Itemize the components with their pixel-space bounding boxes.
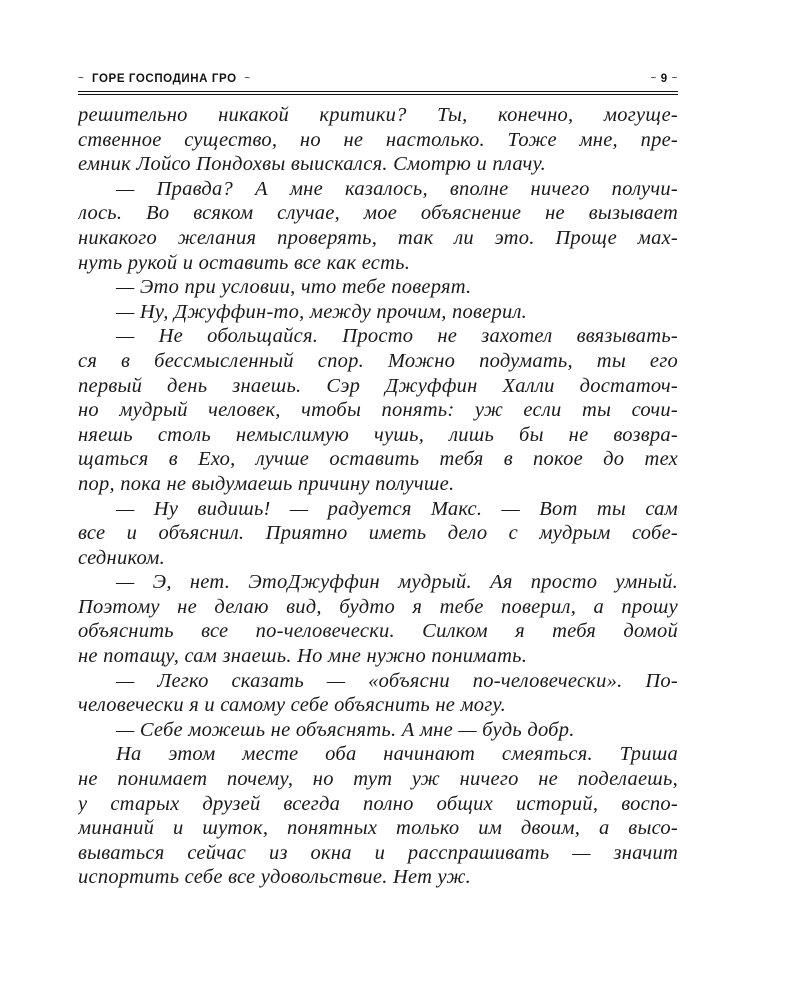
text-line: первый день знаешь. Сэр Джуффин Халли достаточ- xyxy=(78,374,678,397)
page-number: 9 xyxy=(660,73,668,85)
text-line: человечески я и самому себе объяснить не могу. xyxy=(78,694,506,717)
text-line: — Правда? А мне казалось, вполне ничего получи- xyxy=(116,177,678,200)
text-line: все и объяснил. Приятно иметь дело с мудрым собе- xyxy=(78,522,678,545)
running-head xyxy=(78,70,678,90)
text-line: решительно никакой критики? Ты, конечно, могуще- xyxy=(78,104,678,126)
ornament-right: ~ xyxy=(671,73,678,84)
text-line: — Ну, Джуффин-то, между прочим, поверил. xyxy=(116,300,528,323)
text-line: но мудрый человек, чтобы понять: уж если ты сочи- xyxy=(78,399,678,422)
header-rule-thin xyxy=(78,94,678,95)
body-text xyxy=(78,103,678,890)
text-line: не понимает почему, но тут уж ничего не поделаешь, xyxy=(78,768,678,791)
text-line: никакого желания проверять, так ли это. Проще мах- xyxy=(78,226,678,249)
text-line: пор, пока не выдумаешь причину получше. xyxy=(78,472,455,495)
running-title xyxy=(78,73,251,85)
book-title: ГОРЕ ГОСПОДИНА ГРО xyxy=(92,73,237,85)
text-line: емник Лойсо Пондохвы выискался. Смотрю и плачу. xyxy=(78,153,547,176)
text-line: — Э, нет. ЭтоДжуффин мудрый. Ая просто умный. xyxy=(116,571,678,594)
text-line: — Это при условии, что тебе поверят. xyxy=(116,276,472,299)
text-line: ственное существо, но не настолько. Тоже мне, пре- xyxy=(78,128,678,151)
text-line: няешь столь немыслимую чушь, лишь бы не возвра- xyxy=(78,423,678,446)
page-number-group xyxy=(651,73,679,85)
text-line: Поэтому не делаю вид, будто я тебе поверил, а прошу xyxy=(78,595,678,618)
text-line: — Себе можешь не объяснять. А мне — будь добр. xyxy=(116,718,575,741)
text-line: седником. xyxy=(78,546,165,569)
text-line: ся в бессмысленный спор. Можно подумать, ты его xyxy=(78,349,678,372)
text-line: — Легко сказать — «объясни по-человечески». По- xyxy=(116,669,678,692)
book-page xyxy=(78,70,678,890)
text-line: На этом месте оба начинают смеяться. Триша xyxy=(116,743,678,766)
text-line: — Ну видишь! — радуется Макс. — Вот ты сам xyxy=(116,497,678,520)
ornament-left: ~ xyxy=(78,73,85,84)
text-line: лось. Во всяком случае, мое объяснение не вызывает xyxy=(78,202,678,225)
text-line: у старых друзей всегда полно общих историй, воспо- xyxy=(78,792,678,815)
text-line: объяснить все по-человечески. Силком я тебя домой xyxy=(78,620,678,643)
text-line: минаний и шуток, понятных только им двоим, а высо- xyxy=(78,817,678,840)
text-line: нуть рукой и оставить все как есть. xyxy=(78,251,411,274)
text-line: — Не обольщайся. Просто не захотел ввязывать- xyxy=(116,325,678,348)
ornament-left: ~ xyxy=(650,73,657,84)
text-line: щаться в Ехо, лучше оставить тебя в покое до тех xyxy=(78,448,678,471)
text-line: вываться сейчас из окна и расспрашивать — значит xyxy=(78,841,678,864)
text-line: не потащу, сам знаешь. Но мне нужно понимать. xyxy=(78,645,528,668)
header-rule xyxy=(78,91,678,92)
ornament-right: ~ xyxy=(244,73,251,84)
text-line: испортить себе все удовольствие. Нет уж. xyxy=(78,866,472,889)
